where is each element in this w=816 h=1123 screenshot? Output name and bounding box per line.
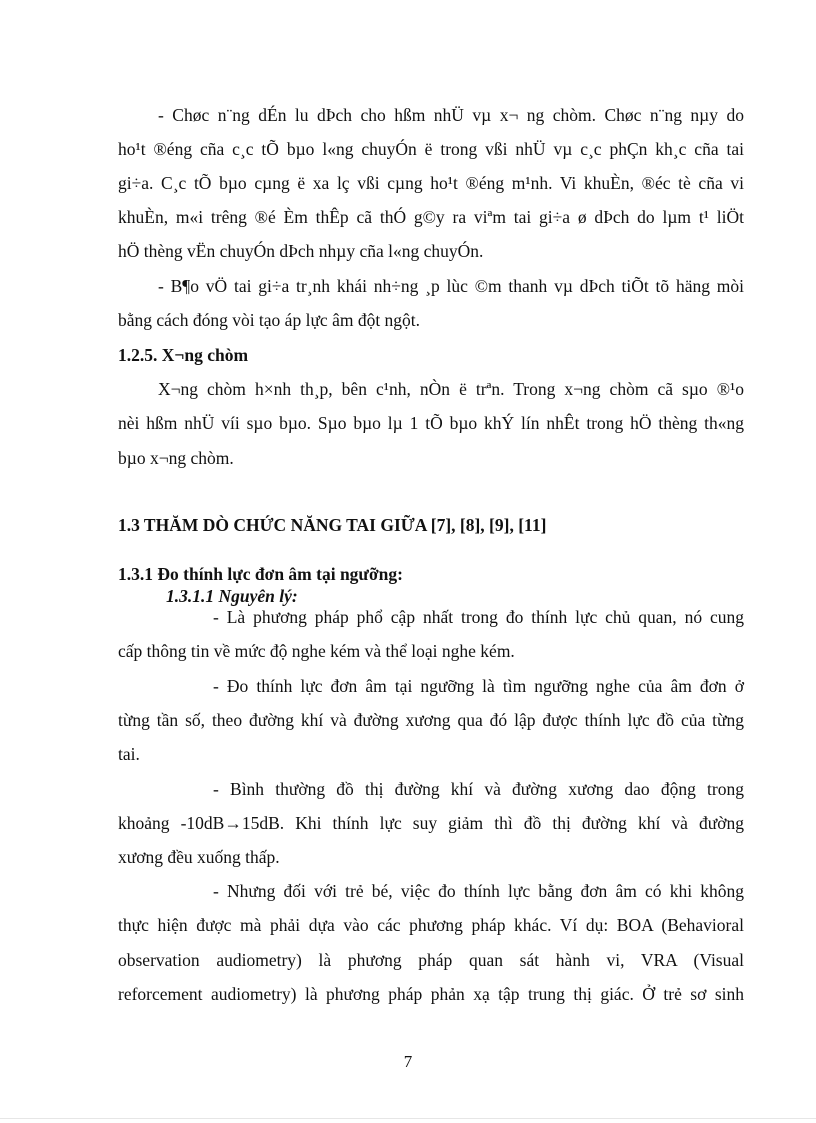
paragraph-line: - Đo thính lực đơn âm tại ngưỡng là tìm ngưỡng nghe của âm đơn ở [213,676,744,696]
subsubsection-heading: 1.3.1.1 Nguyên lý: [166,586,298,606]
paragraph-line: - Nhưng đối với trẻ bé, việc đo thính lực bằng đơn âm có khi không [213,881,744,901]
paragraph-line: - Bình thường đồ thị đường khí và đường xương dao động trong [213,779,744,799]
paragraph-line: từng tần số, theo đường khí và đường xương qua đó lập được thính lực đồ của từng [118,710,744,730]
paragraph-line: observation audiometry) là phương pháp quan sát hành vi, VRA (Visual [118,950,744,970]
paragraph-line: - B¶o vÖ tai gi÷a tr¸nh khái nh÷ng ¸p lùc ©m thanh vµ dÞch tiÕt tõ häng mòi [158,276,744,296]
paragraph-line: khuÈn, m«i trêng ®é Èm thÊp cã thÓ g©y ra viªm tai gi÷a ø dÞch do lµm t¹ liÖt [118,207,744,227]
paragraph-line: xương đều xuống thấp. [118,847,280,867]
subsection-heading: 1.3.1 Đo thính lực đơn âm tại ngưỡng: [118,564,403,584]
paragraph-line: hÖ thèng vËn chuyÓn dÞch nhµy cña l«ng chuyÓn. [118,241,484,261]
paragraph-line: gi÷a. C¸c tÕ bµo cµng ë xa lç vßi cµng ho¹t ®éng m¹nh. Vi khuÈn, ®éc tè cña vi [118,173,744,193]
paragraph-line: bµo x¬ng chòm. [118,448,234,468]
paragraph-line: khoảng -10dB→15dB. Khi thính lực suy giảm thì đồ thị đường khí và đường [118,813,744,833]
chapter-heading: 1.3 THĂM DÒ CHỨC NĂNG TAI GIỮA [7], [8], [9], [11] [118,515,547,535]
page-number: 7 [403,1052,413,1071]
paragraph-line: - Chøc n¨ng dÉn lu dÞch cho hßm nhÜ vµ x¬ ng chòm. Chøc n¨ng nµy do [158,105,744,125]
paragraph-line: X¬ng chòm h×nh th¸p, bên c¹nh, nÒn ë trªn. Trong x¬ng chòm cã sµo ®¹o [158,379,744,399]
paragraph-line: - Là phương pháp phổ cập nhất trong đo thính lực chủ quan, nó cung [213,607,744,627]
paragraph-line: thực hiện được mà phải dựa vào các phương pháp khác. Ví dụ: BOA (Behavioral [118,915,744,935]
paragraph-line: nèi hßm nhÜ víi sµo bµo. Sµo bµo lµ 1 tÕ bµo khÝ lín nhÊt trong hÖ thèng th«ng [118,413,744,433]
paragraph-line: reforcement audiometry) là phương pháp phản xạ tập trung thị giác. Ở trẻ sơ sinh [118,984,744,1004]
paragraph-line: cấp thông tin về mức độ nghe kém và thể loại nghe kém. [118,641,515,661]
paragraph-line: tai. [118,744,140,764]
section-heading: 1.2.5. X¬ng chòm [118,345,249,365]
paragraph-line: ho¹t ®éng cña c¸c tÕ bµo l«ng chuyÓn ë trong vßi nhÜ vµ c¸c phÇn kh¸c cña tai [118,139,744,159]
paragraph-line: bằng cách đóng vòi tạo áp lực âm đột ngột. [118,310,421,330]
page-edge-divider [0,1118,816,1119]
